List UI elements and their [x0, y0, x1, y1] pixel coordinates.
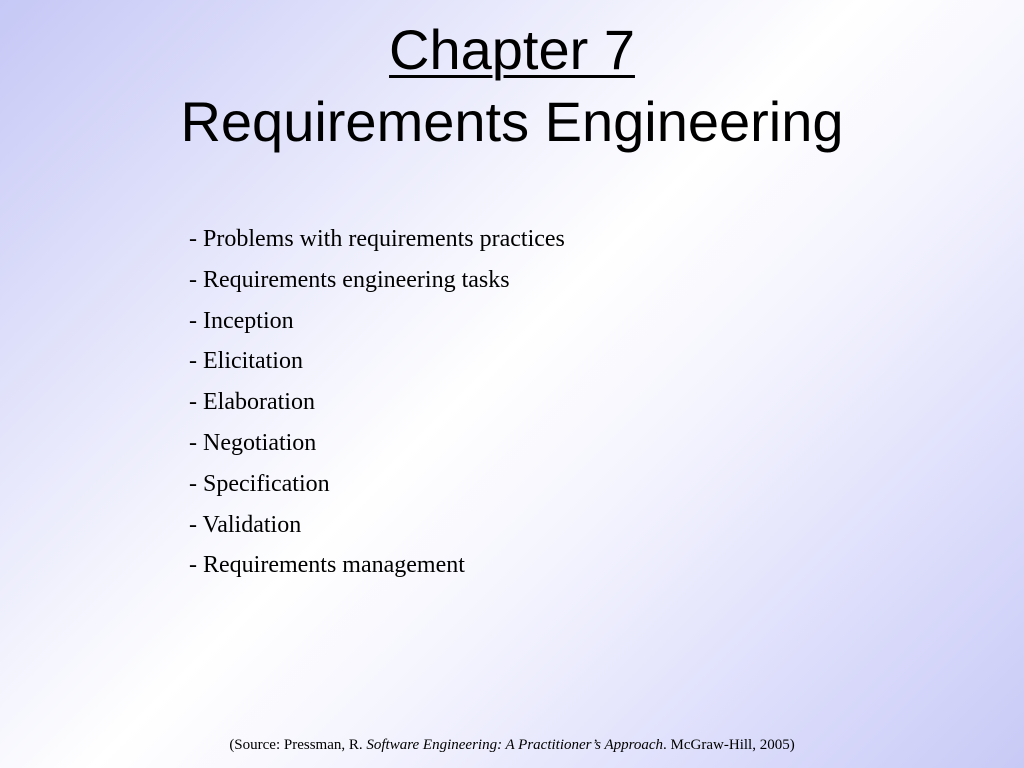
topic-item: - Elicitation — [189, 348, 303, 375]
source-prefix: (Source: Pressman, R. — [229, 737, 367, 753]
topic-item: - Elaboration — [189, 389, 315, 416]
topic-item: - Negotiation — [189, 429, 317, 456]
source-suffix: . McGraw-Hill, 2005) — [663, 737, 795, 753]
source-citation — [0, 735, 1024, 755]
topic-item: - Inception — [189, 307, 294, 334]
chapter-title-line — [0, 14, 1024, 86]
topic-item: - Requirements engineering tasks — [189, 266, 510, 293]
title-block — [0, 14, 1024, 158]
chapter-title: Chapter 7 — [389, 18, 635, 81]
topic-item: - Validation — [189, 511, 302, 538]
source-book-title: Software Engineering: A Practitioner’s Approach — [366, 737, 664, 753]
topic-item: - Specification — [189, 470, 330, 497]
topic-item: - Problems with requirements practices — [189, 226, 565, 252]
topic-list — [189, 219, 565, 586]
topic-item: - Requirements management — [189, 552, 465, 579]
slide-subtitle: Requirements Engineering — [180, 90, 844, 153]
